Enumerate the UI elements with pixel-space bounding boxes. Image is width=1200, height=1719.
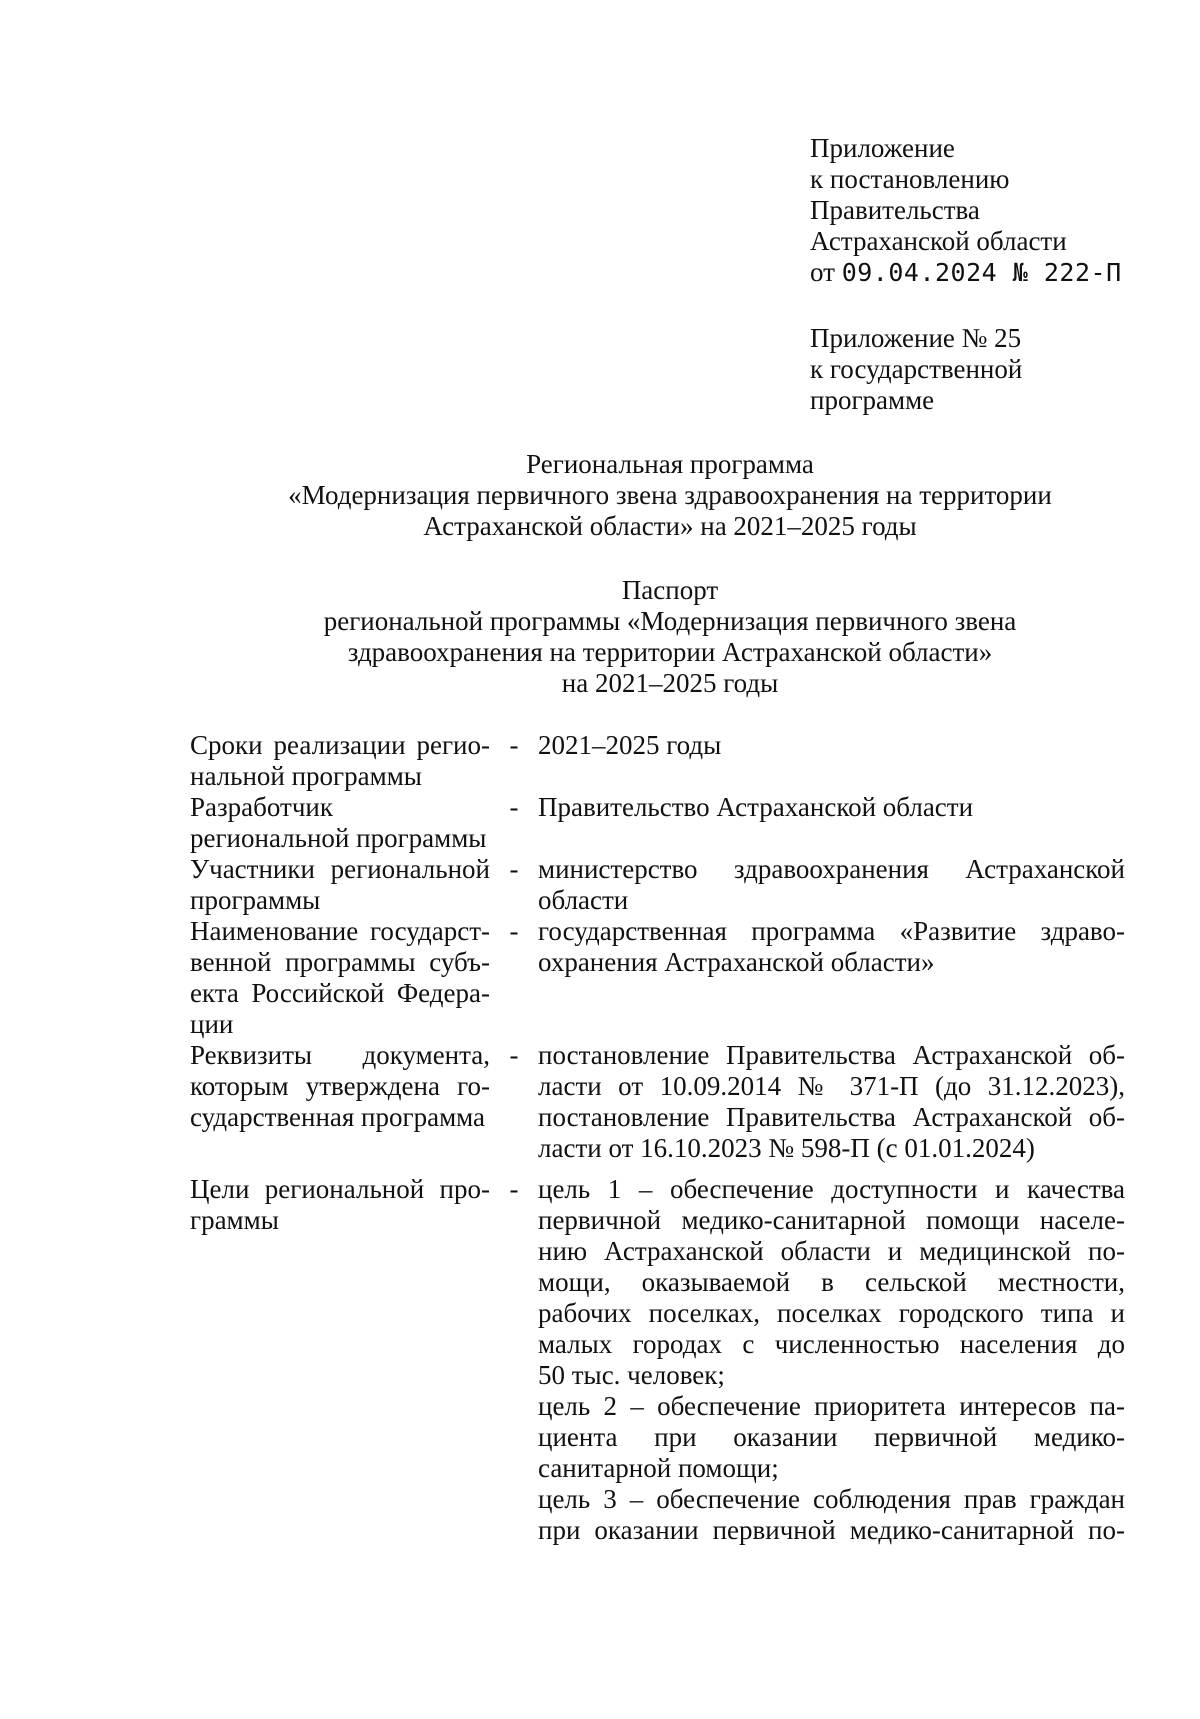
value-line: циента при оказании первичной медико- xyxy=(538,1422,1125,1452)
value-line: Правительство Астраханской области xyxy=(538,792,974,822)
appendix-line: Астраханской области xyxy=(810,226,1067,256)
label-line: граммы xyxy=(190,1205,279,1235)
value-line: 50 тыс. человек; xyxy=(538,1360,725,1390)
row-dash: - xyxy=(509,916,519,946)
program-title-line: Региональная программа xyxy=(526,449,814,479)
value-line: государственная программа «Развитие здраво- xyxy=(538,916,1125,946)
appendix-number-line: программе xyxy=(810,385,935,415)
appendix-number-line: Приложение № 25 xyxy=(810,323,1022,353)
row-label xyxy=(190,854,490,916)
passport-table xyxy=(190,730,1125,1546)
label-line: региональной программы xyxy=(190,823,487,853)
value-line: при оказании первичной медико-санитарной по- xyxy=(538,1515,1125,1545)
value-line: 2021–2025 годы xyxy=(538,730,722,760)
value-line: цель 1 – обеспечение доступности и качества xyxy=(538,1174,1125,1204)
label-line: екта Российской Федера- xyxy=(190,978,490,1008)
label-line: Наименование государст- xyxy=(190,916,490,946)
value-line: постановление Правительства Астраханской об- xyxy=(538,1040,1125,1070)
value-line: ласти от 16.10.2023 № 598-П (с 01.01.2024) xyxy=(538,1133,1035,1163)
appendix-date-prefix: от xyxy=(810,257,835,287)
passport-row-state-program-name xyxy=(190,916,1125,1040)
label-line: Сроки реализации регио- xyxy=(190,730,490,760)
passport-row-developer xyxy=(190,792,1125,854)
label-line: Участники региональной xyxy=(190,854,490,884)
appendix-line: Правительства xyxy=(810,195,980,225)
label-line: программы xyxy=(190,885,321,915)
label-line: Цели региональной про- xyxy=(190,1174,490,1204)
row-dash: - xyxy=(509,854,519,884)
row-label xyxy=(190,730,490,792)
label-line: венной программы субъ- xyxy=(190,947,490,977)
value-line: первичной медико-санитарной помощи населе- xyxy=(538,1205,1125,1235)
row-label xyxy=(190,1174,490,1236)
appendix-header xyxy=(810,133,1140,288)
passport-row-goals xyxy=(190,1174,1125,1546)
registration-stamp: 09.04.2024 № 222-П xyxy=(841,258,1122,287)
label-line: ции xyxy=(190,1009,234,1039)
appendix-line: к постановлению xyxy=(810,164,1010,194)
value-line: малых городах с численностью населения до xyxy=(538,1329,1125,1359)
value-line: цель 2 – обеспечение приоритета интересов па- xyxy=(538,1391,1125,1421)
passport-title-line: Паспорт xyxy=(621,575,719,605)
value-line: нию Астраханской области и медицинской по- xyxy=(538,1236,1125,1266)
value-line: санитарной помощи; xyxy=(538,1453,779,1483)
passport-row-document-details xyxy=(190,1040,1125,1164)
value-line: постановление Правительства Астраханской об- xyxy=(538,1102,1125,1132)
row-dash: - xyxy=(509,730,519,760)
passport-row-terms xyxy=(190,730,1125,792)
value-line: области xyxy=(538,885,629,915)
label-line: которым утверждена го- xyxy=(190,1071,490,1101)
label-line: нальной программы xyxy=(190,761,422,791)
row-dash: - xyxy=(509,792,519,822)
row-label xyxy=(190,1040,490,1133)
row-value xyxy=(538,730,1125,761)
row-label xyxy=(190,916,490,1040)
row-value xyxy=(538,792,1125,823)
label-line: сударственная программа xyxy=(190,1102,486,1132)
passport-title-line: региональной программы «Модернизация первичного звена xyxy=(323,606,1017,636)
row-value xyxy=(538,854,1125,916)
program-title-line: «Модернизация первичного звена здравоохранения на территории xyxy=(288,480,1052,510)
row-dash: - xyxy=(509,1174,519,1204)
program-title-line: Астраханской области» на 2021–2025 годы xyxy=(423,511,917,541)
passport-title-line: здравоохранения на территории Астраханской области» xyxy=(347,637,993,667)
program-title xyxy=(200,449,1140,542)
value-line: министерство здравоохранения Астраханской xyxy=(538,854,1125,884)
row-dash: - xyxy=(509,1040,519,1070)
label-line: Реквизиты документа, xyxy=(190,1040,490,1070)
appendix-line: Приложение xyxy=(810,133,955,163)
row-label xyxy=(190,792,490,854)
passport-title-line: на 2021–2025 годы xyxy=(561,668,779,698)
value-line: рабочих поселках, поселках городского типа и xyxy=(538,1298,1125,1328)
value-line: охранения Астраханской области» xyxy=(538,947,935,977)
row-value xyxy=(538,916,1125,978)
appendix-number-header xyxy=(810,323,1140,416)
label-line: Разработчик xyxy=(190,792,333,822)
row-value xyxy=(538,1040,1125,1164)
value-line: цель 3 – обеспечение соблюдения прав граждан xyxy=(538,1484,1125,1514)
row-value xyxy=(538,1174,1125,1546)
appendix-number-line: к государственной xyxy=(810,354,1023,384)
passport-title xyxy=(200,575,1140,699)
appendix-date-line xyxy=(810,257,1140,288)
value-line: мощи, оказываемой в сельской местности, xyxy=(538,1267,1125,1297)
passport-row-participants xyxy=(190,854,1125,916)
value-line: ласти от 10.09.2014 № 371-П (до 31.12.2023), xyxy=(538,1071,1125,1101)
